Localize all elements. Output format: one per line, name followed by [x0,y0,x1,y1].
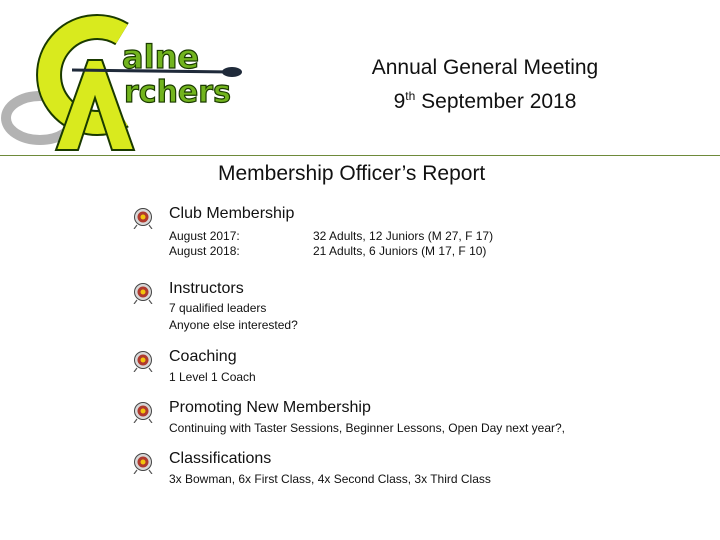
list-item: Continuing with Taster Sessions, Beginner Lessons, Open Day next year?, [169,421,565,435]
section-heading: Coaching [169,348,237,365]
calne-archers-logo [0,0,250,160]
list-item: 3x Bowman, 6x First Class, 4x Second Class, 3x Third Class [169,472,491,486]
date-rest: September 2018 [415,90,577,113]
header-divider [0,155,720,156]
list-item: 7 qualified leaders [169,301,267,315]
archery-target-icon [133,350,153,372]
archery-target-icon [133,401,153,423]
logo-line1: alne [122,38,200,76]
section-heading: Classifications [169,450,272,467]
archery-target-icon [133,207,153,229]
section-heading: Promoting New Membership [169,399,371,416]
archery-target-icon [133,282,153,304]
row-label-2018: August 2018: [169,244,240,258]
meeting-title [330,54,640,116]
logo-line2: rchers [124,75,231,110]
archery-target-icon [133,452,153,474]
meeting-date [330,82,640,116]
section-heading: Club Membership [169,205,295,222]
report-title: Membership Officer’s Report [218,162,486,185]
date-suffix: th [405,89,416,103]
list-item: Anyone else interested? [169,318,298,332]
row-value-2018: 21 Adults, 6 Juniors (M 17, F 10) [313,244,487,258]
meeting-name: Annual General Meeting [371,56,599,79]
row-label-2017: August 2017: [169,229,240,243]
list-item: 1 Level 1 Coach [169,370,256,384]
date-day: 9 [393,90,406,113]
section-heading: Instructors [169,280,244,297]
row-value-2017: 32 Adults, 12 Juniors (M 27, F 17) [313,229,494,243]
